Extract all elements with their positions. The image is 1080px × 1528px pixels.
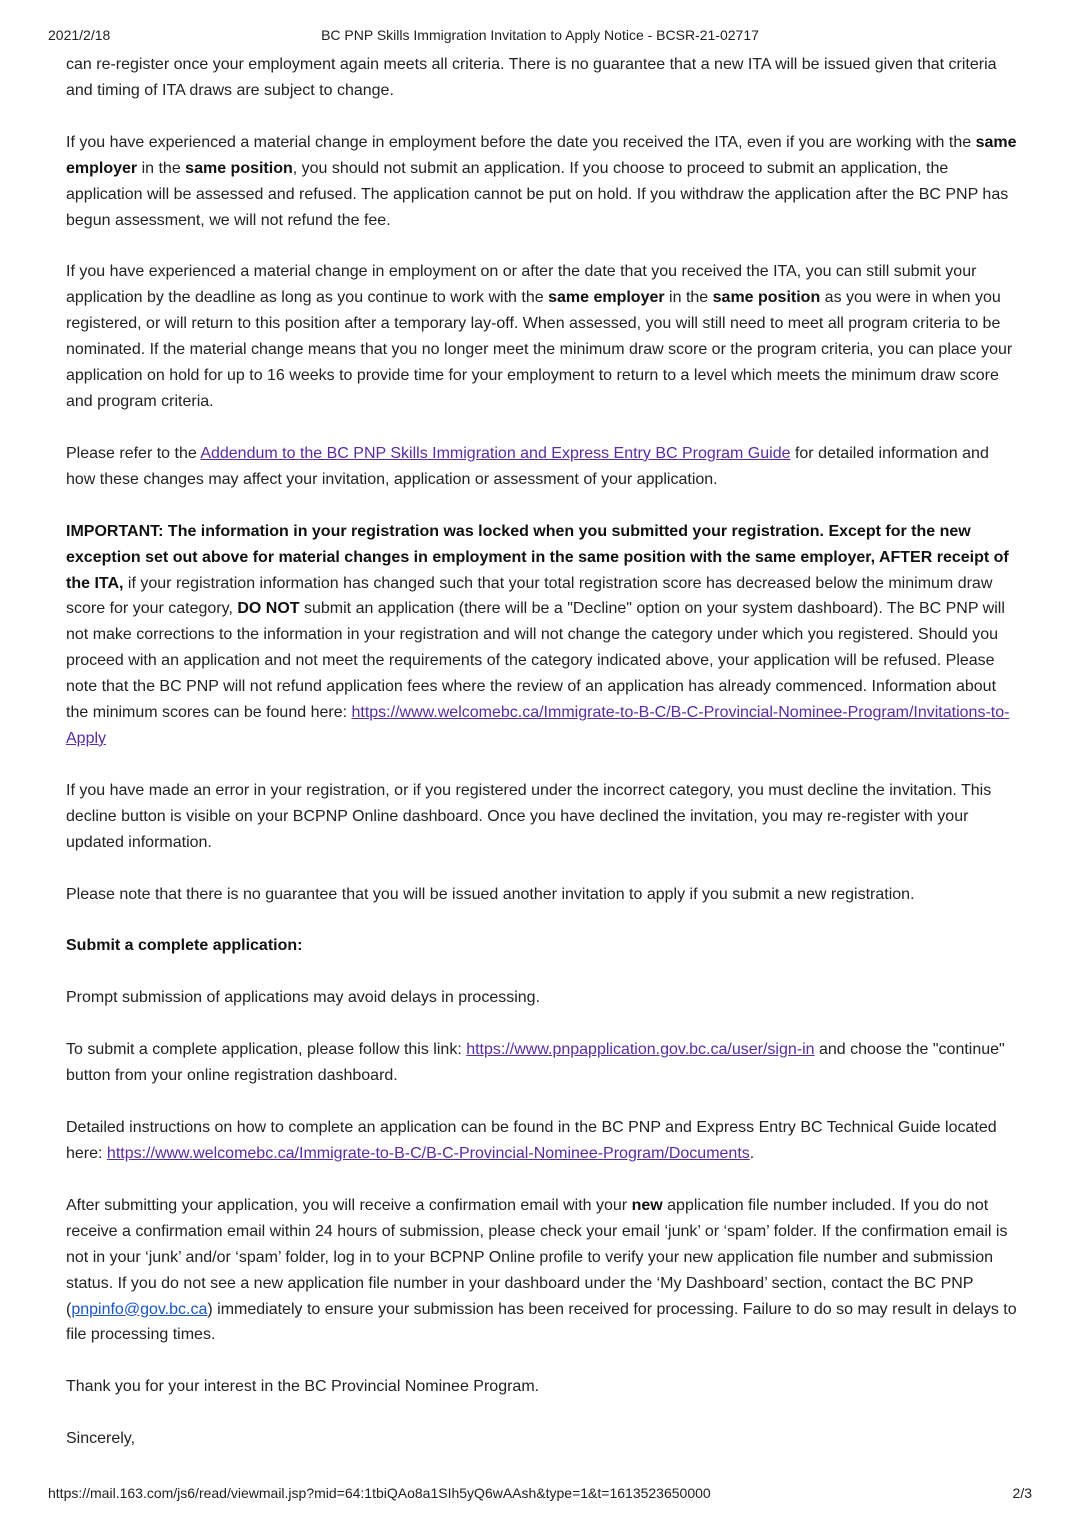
invitations-to-apply-link[interactable]: https://www.welcomebc.ca/Immigrate-to-B-C/B-C-Provincial-Nominee-Program/Invitations-to-Apply	[66, 704, 1010, 747]
paragraph-prompt-submission: Prompt submission of applications may avoid delays in processing.	[66, 989, 541, 1007]
paragraph-change-after-ita: If you have experienced a material change in employment on or after the date that you received the ITA, you can still submit your application by the deadline as long as you continue to work with the same employer in the same position as you were in when you registered, or will return to this position after a temporary lay-off. When assessed, you will still need to meet all program criteria to be nominated. If the material change means that you no longer meet the minimum draw score or the program criteria, you can place your application on hold for up to 16 weeks to provide time for your employment to return to a level which meets the minimum draw score and program criteria.	[66, 263, 1013, 410]
paragraph-thank-you: Thank you for your interest in the BC Provincial Nominee Program.	[66, 1378, 540, 1396]
paragraph-confirmation-email: After submitting your application, you will receive a confirmation email with your new application file number included. If you do not receive a confirmation email within 24 hours of submission, please check your email ‘junk’ or ‘spam’ folder. If the confirmation email is not in your ‘junk’ and/or ‘spam’ folder, log in to your BCPNP Online profile to verify your new application file number and submission status. If you do not see a new application file number in your dashboard under the ‘My Dashboard’ section, contact the BC PNP (pnpinfo@gov.bc.ca) immediately to ensure your submission has been received for processing. Failure to do so may result in delays to file processing times.	[66, 1196, 1017, 1344]
paragraph-important: IMPORTANT: The information in your registration was locked when you submitted your registration. Except for the new exception set out above for material changes in employment in the same position with the same employer, AFTER receipt of the ITA, if your registration information has changed such that your total registration score has decreased below the minimum draw score for your category, DO NOT submit an application (there will be a "Decline" option on your system dashboard). The BC PNP will not make corrections to the information in your registration and will not change the category under which you registered. Should you proceed with an application and not meet the requirements of the category indicated above, your application will be refused. Please note that the BC PNP will not refund application fees where the review of an application has already commenced. Information about the minimum scores can be found here: https://www.welcomebc.ca/Immigrate-to-B-C/B-C-Provincial-Nominee-Program/Invitations-to-Apply	[66, 522, 1010, 747]
paragraph-change-before-ita: If you have experienced a material change in employment before the date you received the ITA, even if you are working with the same employer in the same position, you should not submit an application. If you choose to proceed to submit an application, the application will be assessed and refused. The application cannot be put on hold. If you withdraw the application after the BC PNP has begun assessment, we will not refund the fee.	[66, 133, 1017, 229]
email-body	[66, 52, 1022, 1478]
paragraph-submit-link: To submit a complete application, please follow this link: https://www.pnpapplication.gov.bc.ca/user/sign-in and choose the "continue" button from your online registration dashboard.	[66, 1041, 1005, 1085]
print-footer	[48, 1483, 1032, 1503]
paragraph-reregister: can re-register once your employment again meets all criteria. There is no guarantee that a new ITA will be issued given that criteria and timing of ITA draws are subject to change.	[66, 56, 997, 99]
paragraph-registration-error: If you have made an error in your registration, or if you registered under the incorrect category, you must decline the invitation. This decline button is visible on your BCPNP Online dashboard. Once you have declined the invitation, you may re-register with your updated information.	[66, 781, 992, 851]
documents-link[interactable]: https://www.welcomebc.ca/Immigrate-to-B-C/B-C-Provincial-Nominee-Program/Documents	[106, 1145, 750, 1162]
pnpinfo-email-link[interactable]: pnpinfo@gov.bc.ca	[71, 1300, 208, 1318]
heading-submit-application: Submit a complete application:	[66, 937, 303, 955]
print-date: 2021/2/18	[48, 27, 111, 43]
page-url: https://mail.163.com/js6/read/viewmail.jsp?mid=64:1tbiQAo8a1SIh5yQ6wAAsh&type=1&t=1613523650000	[48, 1485, 711, 1501]
addendum-guide-link[interactable]: Addendum to the BC PNP Skills Immigration and Express Entry BC Program Guide	[200, 444, 791, 462]
paragraph-technical-guide: Detailed instructions on how to complete an application can be found in the BC PNP and Express Entry BC Technical Guide located here: https://www.welcomebc.ca/Immigrate-to-B-C/B-C-Provincial-Nominee-Program/Documents.	[66, 1119, 997, 1162]
document-title: BC PNP Skills Immigration Invitation to Apply Notice - BCSR-21-02717	[321, 27, 759, 43]
page-number: 2/3	[1012, 1485, 1032, 1501]
paragraph-no-guarantee: Please note that there is no guarantee that you will be issued another invitation to apply if you submit a new registration.	[66, 885, 915, 903]
paragraph-sincerely: Sincerely,	[66, 1430, 136, 1448]
sign-in-link[interactable]: https://www.pnpapplication.gov.bc.ca/user/sign-in	[466, 1041, 815, 1059]
paragraph-addendum: Please refer to the Addendum to the BC PNP Skills Immigration and Express Entry BC Program Guide for detailed information and how these changes may affect your invitation, application or assessment of your application.	[66, 444, 989, 488]
print-header	[48, 25, 1032, 45]
